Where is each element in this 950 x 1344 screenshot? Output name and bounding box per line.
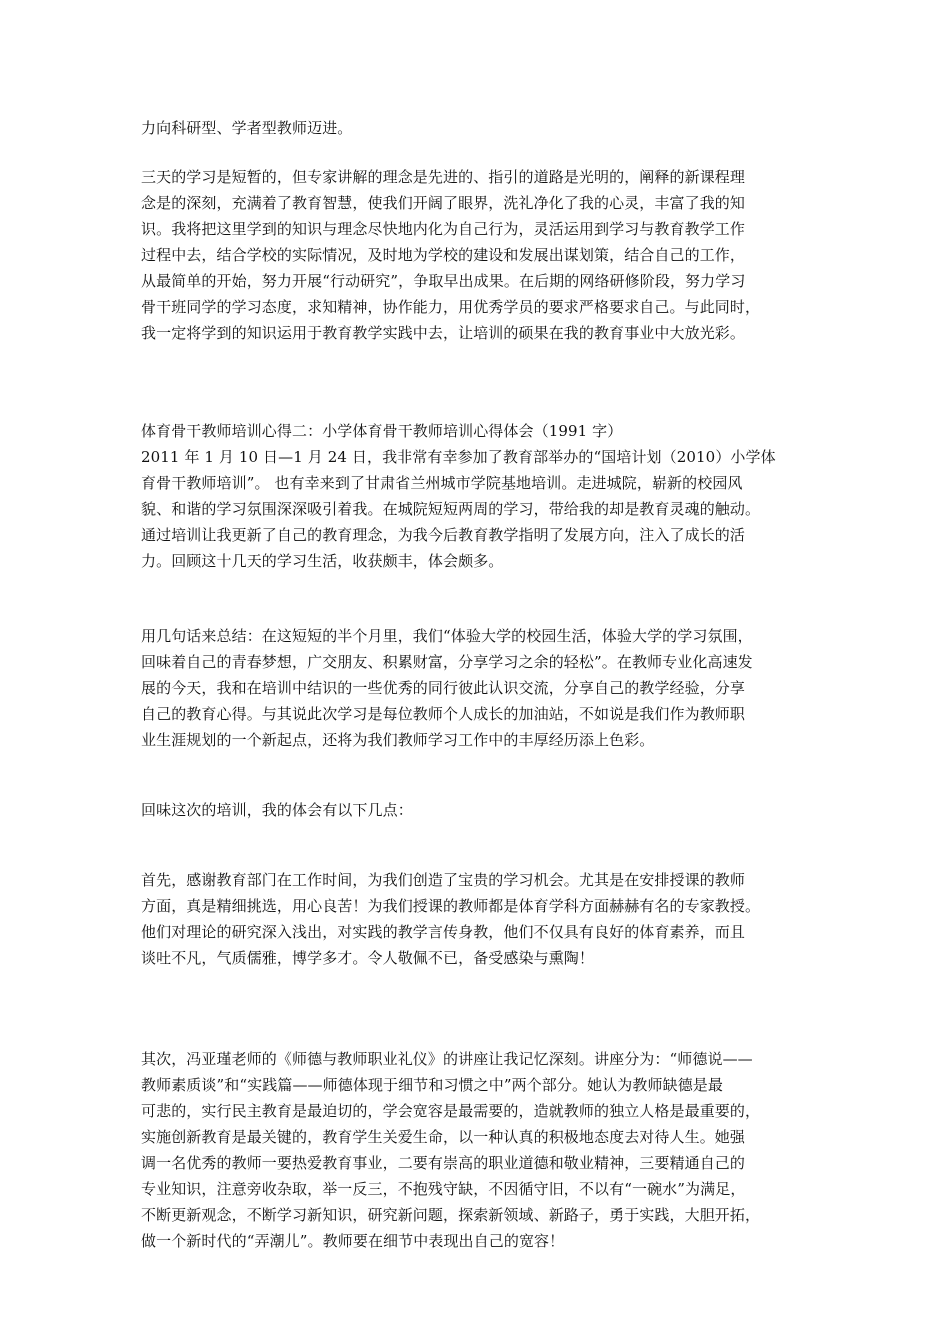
- text-line: 我一定将学到的知识运用于教育教学实践中去，让培训的硕果在我的教育事业中大放光彩。: [141, 324, 746, 342]
- text-line: 谈吐不凡，气质儒雅，博学多才。令人敬佩不已，备受感染与熏陶！: [141, 949, 595, 967]
- text-line: 回味着自己的青春梦想，广交朋友、积累财富，分享学习之余的轻松”。在教师专业化高速发: [141, 653, 753, 671]
- text-line: 用几句话来总结：在这短短的半个月里，我们“体验大学的校园生活，体验大学的学习氛围，: [141, 627, 753, 645]
- text-line: 教师素质谈”和“实践篇——师德体现于细节和习惯之中”两个部分。她认为教师缺德是最: [141, 1076, 724, 1094]
- text-line: 育骨干教师培训”。 也有幸来到了甘肃省兰州城市学院基地培训。走进城院，崭新的校园风: [141, 474, 743, 492]
- text-line: 业生涯规划的一个新起点，还将为我们教师学习工作中的丰厚经历添上色彩。: [141, 731, 655, 749]
- text-line: 识。我将把这里学到的知识与理念尽快地内化为自己行为，灵活运用到学习与教育教学工作: [141, 220, 746, 238]
- text-line: 骨干班同学的学习态度，求知精神，协作能力，用优秀学员的要求严格要求自己。与此同时，: [141, 298, 761, 316]
- text-line: 从最简单的开始，努力开展“行动研究”，争取早出成果。在后期的网络研修阶段，努力学习: [141, 272, 746, 290]
- text-line: 实施创新教育是最关键的，教育学生关爱生命，以一种认真的积极地态度去对待人生。她强: [141, 1128, 746, 1146]
- text-line: 不断更新观念，不断学习新知识，研究新问题，探索新领域、新路子，勇于实践，大胆开拓，: [141, 1206, 761, 1224]
- text-line: 貌、和谐的学习氛围深深吸引着我。在城院短短两周的学习，带给我的却是教育灵魂的触动。: [141, 500, 761, 518]
- text-line: 首先，感谢教育部门在工作时间，为我们创造了宝贵的学习机会。尤其是在安排授课的教师: [141, 871, 746, 889]
- text-line: 展的今天，我和在培训中结识的一些优秀的同行彼此认识交流，分享自己的教学经验，分享: [141, 679, 746, 697]
- text-line: 做一个新时代的“弄潮儿”。教师要在细节中表现出自己的宽容！: [141, 1232, 565, 1250]
- text-line: 回味这次的培训，我的体会有以下几点：: [141, 801, 413, 819]
- text-line: 他们对理论的研究深入浅出，对实践的教学言传身教，他们不仅具有良好的体育素养，而且: [141, 923, 746, 941]
- text-line: 通过培训让我更新了自己的教育理念，为我今后教育教学指明了发展方向，注入了成长的活: [141, 526, 746, 544]
- text-line: 可悲的，实行民主教育是最迫切的，学会宽容是最需要的，造就教师的独立人格是最重要的，: [141, 1102, 761, 1120]
- text-line: 过程中去，结合学校的实际情况，及时地为学校的建设和发展出谋划策，结合自己的工作，: [141, 246, 746, 264]
- text-line: 调一名优秀的教师一要热爱教育事业，二要有崇高的职业道德和敬业精神，三要精通自己的: [141, 1154, 746, 1172]
- text-line: 自己的教育心得。与其说此次学习是每位教师个人成长的加油站，不如说是我们作为教师职: [141, 705, 746, 723]
- text-line: 专业知识，注意旁收杂取，举一反三，不抱残守缺，不因循守旧，不以有“一碗水”为满足，: [141, 1180, 746, 1198]
- text-line: 2011 年 1 月 10 日—1 月 24 日，我非常有幸参加了教育部举办的“国培计划（2010）小学体: [141, 448, 776, 466]
- text-line: 其次，冯亚瑾老师的《师德与教师职业礼仪》的讲座让我记忆深刻。讲座分为：“师德说——: [141, 1050, 753, 1068]
- text-line: 力向科研型、学者型教师迈进。: [141, 119, 353, 137]
- section-heading: 体育骨干教师培训心得二：小学体育骨干教师培训心得体会（1991 字）: [141, 422, 623, 440]
- text-line: 三天的学习是短暂的，但专家讲解的理念是先进的、指引的道路是光明的，阐释的新课程理: [141, 168, 746, 186]
- text-line: 念是的深刻，充满着了教育智慧，使我们开阔了眼界，洗礼净化了我的心灵，丰富了我的知: [141, 194, 746, 212]
- text-line: 方面，真是精细挑选，用心良苦！为我们授课的教师都是体育学科方面赫赫有名的专家教授。: [141, 897, 761, 915]
- text-line: 力。回顾这十几天的学习生活，收获颇丰，体会颇多。: [141, 552, 504, 570]
